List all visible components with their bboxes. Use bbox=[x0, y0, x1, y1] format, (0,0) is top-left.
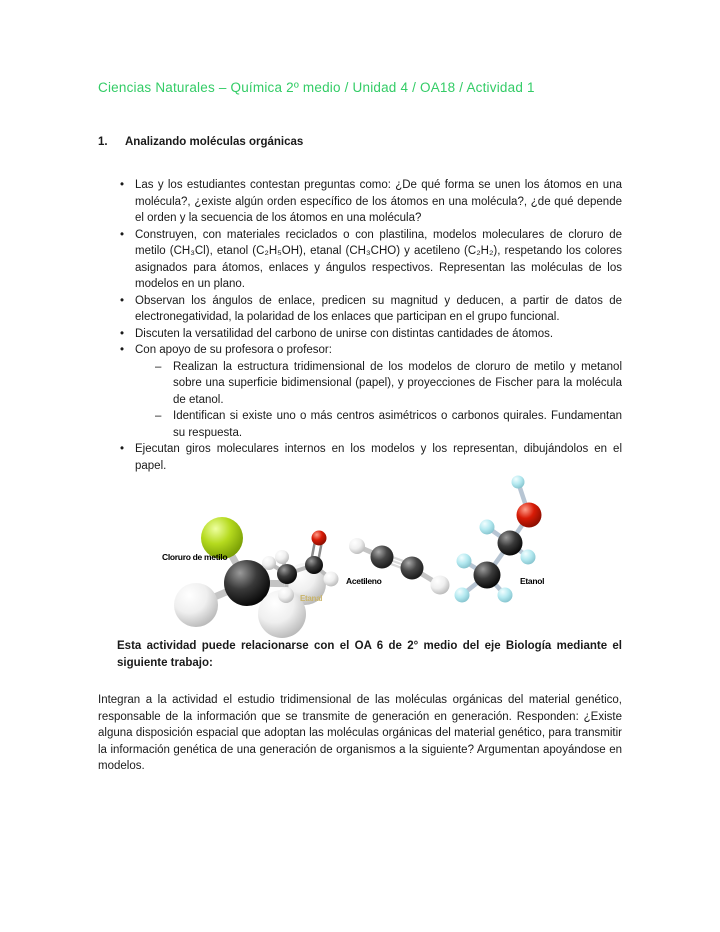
list-item bbox=[120, 177, 622, 227]
hydrogen-atom bbox=[174, 583, 218, 627]
carbon-atom bbox=[474, 562, 501, 589]
list-item-text: Discuten la versatilidad del carbono de unirse con distintas cantidades de átomos. bbox=[135, 327, 554, 340]
list-item bbox=[120, 227, 622, 293]
bullet-marker: • bbox=[120, 228, 125, 241]
bullet-marker: • bbox=[120, 443, 125, 455]
molecule-label-etanal: Etanal bbox=[300, 594, 323, 603]
carbon-atom bbox=[305, 556, 323, 574]
list-item bbox=[120, 326, 622, 343]
sub-list-item bbox=[135, 408, 622, 441]
sub-list-item bbox=[135, 359, 622, 409]
dash-marker: – bbox=[155, 360, 162, 373]
oxygen-atom bbox=[517, 503, 542, 528]
oxygen-atom bbox=[312, 531, 327, 546]
hydrogen-atom bbox=[512, 476, 525, 489]
hydrogen-atom bbox=[262, 556, 276, 570]
bullet-marker: • bbox=[120, 179, 125, 191]
carbon-atom bbox=[498, 531, 523, 556]
hydrogen-atom bbox=[521, 550, 536, 565]
carbon-atom bbox=[277, 564, 297, 584]
molecule-label-cloruro-de-metilo: Cloruro de metilo bbox=[162, 552, 228, 562]
carbon-atom bbox=[371, 546, 394, 569]
sub-list-item-text: Realizan la estructura tridimensional de los modelos de cloruro de metilo y metanol sobre una superficie bidimensional (papel), y proyecciones de Fischer para la molécula de etanol. bbox=[173, 360, 622, 406]
molecule-models-figure bbox=[150, 472, 570, 624]
activity-title: Analizando moléculas orgánicas bbox=[125, 136, 304, 148]
hydrogen-atom bbox=[431, 576, 450, 595]
molecule-diagram bbox=[150, 472, 570, 624]
hydrogen-atom bbox=[480, 520, 495, 535]
hydrogen-atom bbox=[324, 572, 339, 587]
list-item-text: Con apoyo de su profesora o profesor: bbox=[135, 344, 332, 356]
chloromethane-molecule bbox=[174, 517, 326, 638]
list-item bbox=[120, 293, 622, 326]
hydrogen-atom bbox=[275, 550, 289, 564]
list-item-text: Las y los estudiantes contestan preguntas como: ¿De qué forma se unen los átomos en una molécula?, ¿existe algún orden específico de los átomos en una molécula?, ¿de qué depende el orden y la secuencia de los átomos en una molécula? bbox=[135, 179, 622, 224]
activity-steps-list bbox=[98, 177, 622, 474]
carbon-atom bbox=[224, 560, 270, 606]
related-oa-note: Esta actividad puede relacionarse con el OA 6 de 2° medio del eje Biología mediante el siguiente trabajo: bbox=[117, 640, 622, 669]
hydrogen-atom bbox=[278, 587, 294, 603]
molecule-label-acetileno: Acetileno bbox=[346, 576, 382, 586]
list-item-text: Construyen, con materiales reciclados o con plastilina, modelos moleculares de cloruro de metilo (CH₃Cl), etanol (C₂H₅OH), etanal (CH₃CHO) y acetileno (C₂H₂), respetando los colores asignados para átomos, enlaces y ángulos respectivos. Representan las moléculas de los modelos en un plano. bbox=[135, 228, 622, 290]
sub-list-item-text: Identifican si existe uno o más centros asimétricos o carbonos quirales. Fundamentan su respuesta. bbox=[173, 410, 622, 439]
bullet-marker: • bbox=[120, 294, 125, 307]
integration-paragraph: Integran a la actividad el estudio tridimensional de las moléculas orgánicas del material genético, responsable de la información que se transmite de generación en generación. Responden: ¿Existe alguna disposición espacial que adoptan las moléculas orgánicas del material genético, para transmitir la información genética de una generación de organismos a la siguiente? Argumentan apoyándose en modelos. bbox=[98, 694, 622, 772]
acetylene-molecule bbox=[349, 538, 450, 595]
document-header: Ciencias Naturales – Química 2º medio / Unidad 4 / OA18 / Actividad 1 bbox=[98, 80, 535, 95]
carbon-atom bbox=[401, 557, 424, 580]
hydrogen-atom bbox=[498, 588, 513, 603]
list-item-text: Ejecutan giros moleculares internos en los modelos y los representan, dibujándolos en el papel. bbox=[135, 443, 622, 472]
list-item bbox=[120, 441, 622, 474]
molecule-label-etanol: Etanol bbox=[520, 576, 545, 586]
hydrogen-atom bbox=[455, 588, 470, 603]
bullet-marker: • bbox=[120, 344, 125, 356]
dash-marker: – bbox=[155, 410, 162, 422]
list-item-text: Observan los ángulos de enlace, predicen su magnitud y deducen, a partir de datos de electronegatividad, la polaridad de los enlaces que participan en el grupo funcional. bbox=[135, 294, 622, 323]
activity-heading bbox=[98, 136, 622, 148]
bullet-marker: • bbox=[120, 327, 125, 340]
activity-number: 1. bbox=[98, 136, 108, 148]
hydrogen-atom bbox=[457, 554, 472, 569]
hydrogen-atom bbox=[349, 538, 365, 554]
list-item bbox=[120, 342, 622, 441]
